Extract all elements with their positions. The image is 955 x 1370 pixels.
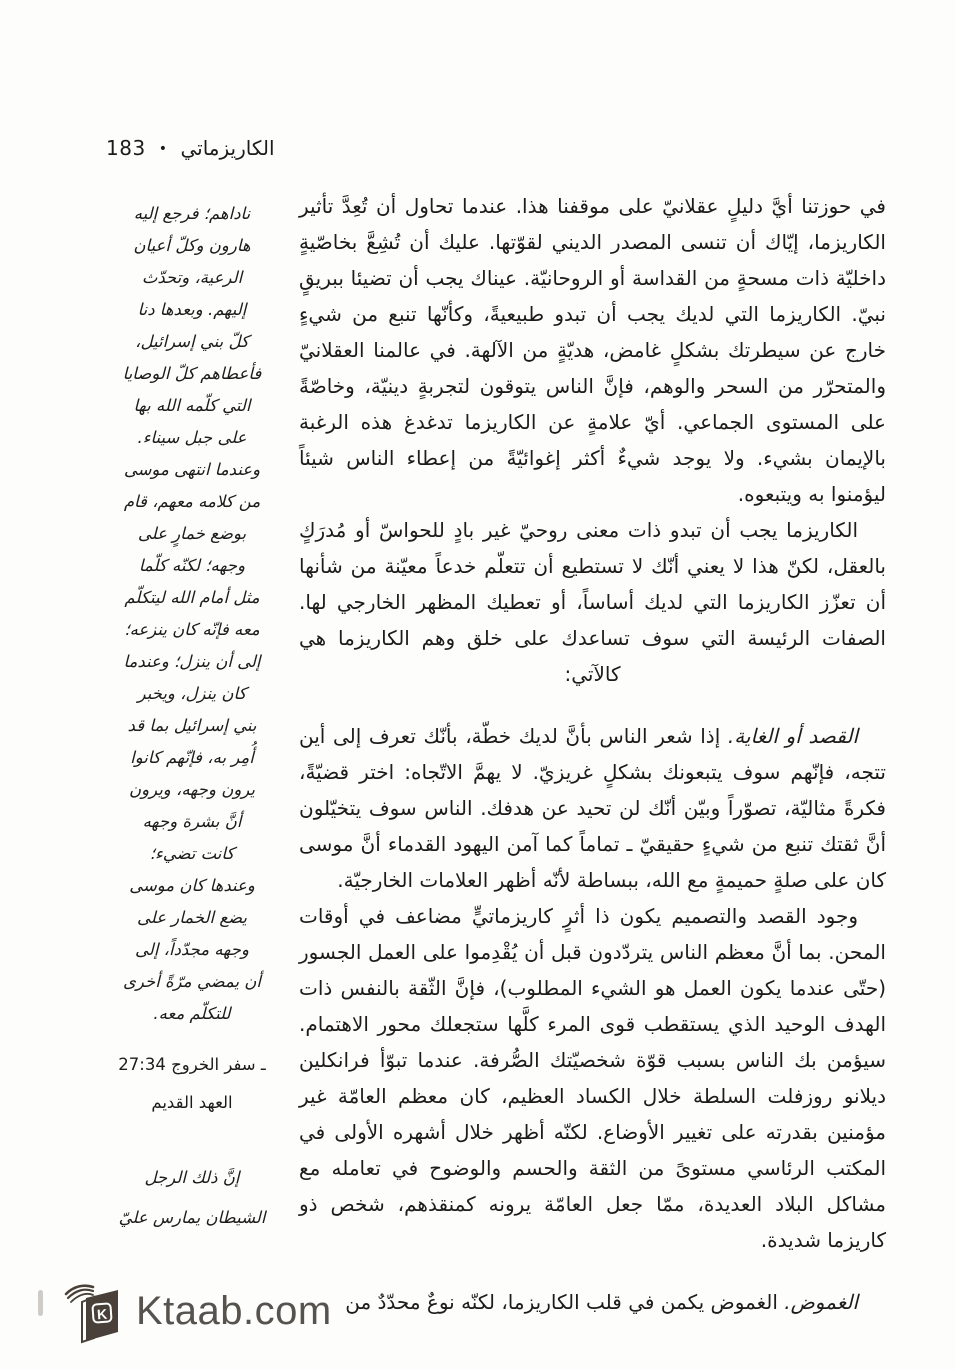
margin-quote-line: كان ينزل، ويخبر [137, 684, 247, 703]
margin-quote-line: مثل أمام الله ليتكلّم [124, 588, 260, 607]
margin-quote-line: أُمِر به، فإنّهم كانوا [130, 748, 254, 767]
site-footer [60, 1278, 332, 1344]
ktaab-logo-text[interactable]: Ktaab.com [136, 1288, 332, 1333]
margin-quote-line: الشيطان يمارس عليّ [118, 1208, 266, 1227]
body-paragraph: وجود القصد والتصميم يكون ذا أثرٍ كاريزماتيٍّ مضاعف في أوقات المحن. بما أنَّ معظم الناس يتردّدون قبل أن يُقْدِموا على العمل الجسور (حتّى عندما يكون العمل هو الشيء المطلوب)، فإنَّ الثّقة بالنفس ذات الهدف الوحيد الذي يستقطب قوى المرء كلَّها ستجعلك محور الاهتمام. سيؤمن بك الناس بسبب قوّة شخصيّتك الصُّرفة. عندما تبوّأ فرانكلين ديلانو روزفلت السلطة خلال الكساد العظيم، كان معظم العامّة غير مؤمنين بقدرته على تغيير الأوضاع. لكنّه أظهر خلال أشهره الأولى في المكتب الرئاسي مستوىً من الثقة والحسم والوضوح في تعامله مع مشاكل البلاد العديدة، ممّا جعل العامّة يرونه كمنقذهم، شخص ذو كاريزما شديدة. [299, 904, 886, 1252]
margin-quote-line: يرون وجهه، ويرون [129, 780, 255, 799]
margin-quote-line: إلى أن ينزل؛ وعندما [123, 652, 261, 671]
body-paragraph: الكاريزما يجب أن تبدو ذات معنى روحيّ غير بادٍ للحواسّ أو مُدرَكٍ بالعقل، لكنّ هذا لا يعني أنّك لا تستطيع أن تتعلّم خدعاً معيّنة من شأنها أن تعزّز الكاريزما التي لديك أساساً، أو تعطيك المظهر الخارجي لها. الصفات الرئيسة التي سوف تساعدك على خلق وهم الكاريزما هي كالآتي: [299, 518, 886, 686]
margin-quote-line: للتكلّم معه. [153, 1004, 231, 1023]
body-paragraph: في حوزتنا أيَّ دليلٍ عقلانيّ على موقفنا هذا. عندما تحاول أن تُعِدَّ تأثير الكاريزما، إيّاك أن تنسى المصدر الديني لقوّتها. عليك أن تُشِعَّ بخاصّيةٍ داخليّة ذات مسحةٍ من القداسة أو الروحانيّة. عيناك يجب أن تضيئا ببريقٍ نبيّ. الكاريزما التي لديك يجب أن تبدو طبيعيةً، وكأنّها تنبع من شيءٍ خارج عن سيطرتك بشكلٍ غامض، هديّةٍ من الآلهة. في عالمنا العقلانيّ والمتحرّر من السحر والوهم، فإنَّ الناس يتوقون لتجربةٍ دينيّة، وخاصّةً على المستوى الجماعي. أيّ علامةٍ عن الكاريزما تدغدغ هذه الرغبة بالإيمان بشيء. ولا يوجد شيءٌ أكثر إغوائيّةً من إعطاء الناس شيئاً ليؤمنوا به ويتبعوه. [299, 194, 886, 506]
margin-quote-line: وعندها كان موسى [129, 876, 255, 895]
margin-quote-rasputin [92, 1158, 292, 1238]
margin-notes [92, 198, 292, 1238]
paragraph-lead: القصد أو الغاية. [720, 724, 859, 748]
body-paragraph: الغموض. الغموض يكمن في قلب الكاريزما، لكنّه نوعٌ محدّدٌ من [345, 1290, 858, 1314]
margin-quote-line: كلّ بني إسرائيل، [135, 332, 249, 351]
margin-quote-line: ناداهم؛ فرجع إليه [133, 204, 251, 223]
margin-quote-line: معه فإنّه كان ينزعه؛ [124, 620, 260, 639]
margin-quote-line: الرعية، وتحدّث [141, 268, 243, 287]
margin-quote-line: أنَّ بشرة وجهه [142, 812, 242, 831]
margin-quote-line: على جبل سيناء. [137, 428, 247, 447]
chapter-title: الكاريزماتي [180, 136, 275, 160]
margin-citation [92, 1046, 292, 1122]
margin-quote-line: أن يمضي مرّةً أخرى [122, 972, 262, 991]
margin-quote-line: يضع الخمار على [136, 908, 248, 927]
ktaab-logo-letter: K [96, 1305, 108, 1323]
margin-quote-line: من كلامه معهم، قام [123, 492, 261, 511]
header-bullet: • [158, 141, 168, 157]
margin-citation-line: العهد القديم [151, 1093, 233, 1112]
body-text [299, 188, 886, 1320]
paragraph-lead: الغموض. [777, 1290, 858, 1314]
margin-quote-line: فأعطاهم كلّ الوصايا [122, 364, 262, 383]
margin-citation-line: ـ سفر الخروج 27:34 [118, 1055, 266, 1074]
margin-quote-exodus [92, 198, 292, 1030]
margin-quote-line: وجهه مجدّداً، إلى [135, 940, 249, 959]
margin-quote-line: إليهم. وبعدها دنا [137, 300, 247, 319]
page-number: 183 [106, 136, 146, 160]
margin-quote-line: وعندما انتهى موسى [123, 460, 261, 479]
margin-quote-line: كانت تضيء؛ [149, 844, 235, 863]
margin-quote-line: إنَّ ذلك الرجل [144, 1168, 240, 1187]
body-paragraph: القصد أو الغاية. إذا شعر الناس بأنَّ لديك خطّة، بأنّك تعرف إلى أين تتجه، فإنّهم سوف يتبعونك بشكلٍ غريزيّ. لا يهمَّ الاتّجاه: اختر قضيّةً، فكرةً مثاليّة، تصوّراً وبيّن أنّك لن تحيد عن هدفك. الناس سوف يتخيّلون أنَّ ثقتك تنبع من شيءٍ حقيقيّ ـ تماماً كما آمن اليهود القدماء أنَّ موسى كان على صلةٍ حميمةٍ مع الله، ببساطة لأنّه أظهر العلامات الخارجيّة. [299, 724, 886, 892]
margin-quote-line: بوضع خمارٍ على [137, 524, 247, 543]
margin-quote-line: بني إسرائيل بما قد [127, 716, 257, 735]
ktaab-book-icon[interactable] [60, 1278, 122, 1344]
page-edge-mark [38, 1290, 43, 1316]
margin-quote-line: التي كلّمه الله بها [133, 396, 251, 415]
margin-quote-line: هارون وكلّ أعيان [133, 236, 251, 255]
page-header [106, 136, 275, 160]
margin-quote-line: وجهه؛ لكنّه كلّما [138, 556, 246, 575]
